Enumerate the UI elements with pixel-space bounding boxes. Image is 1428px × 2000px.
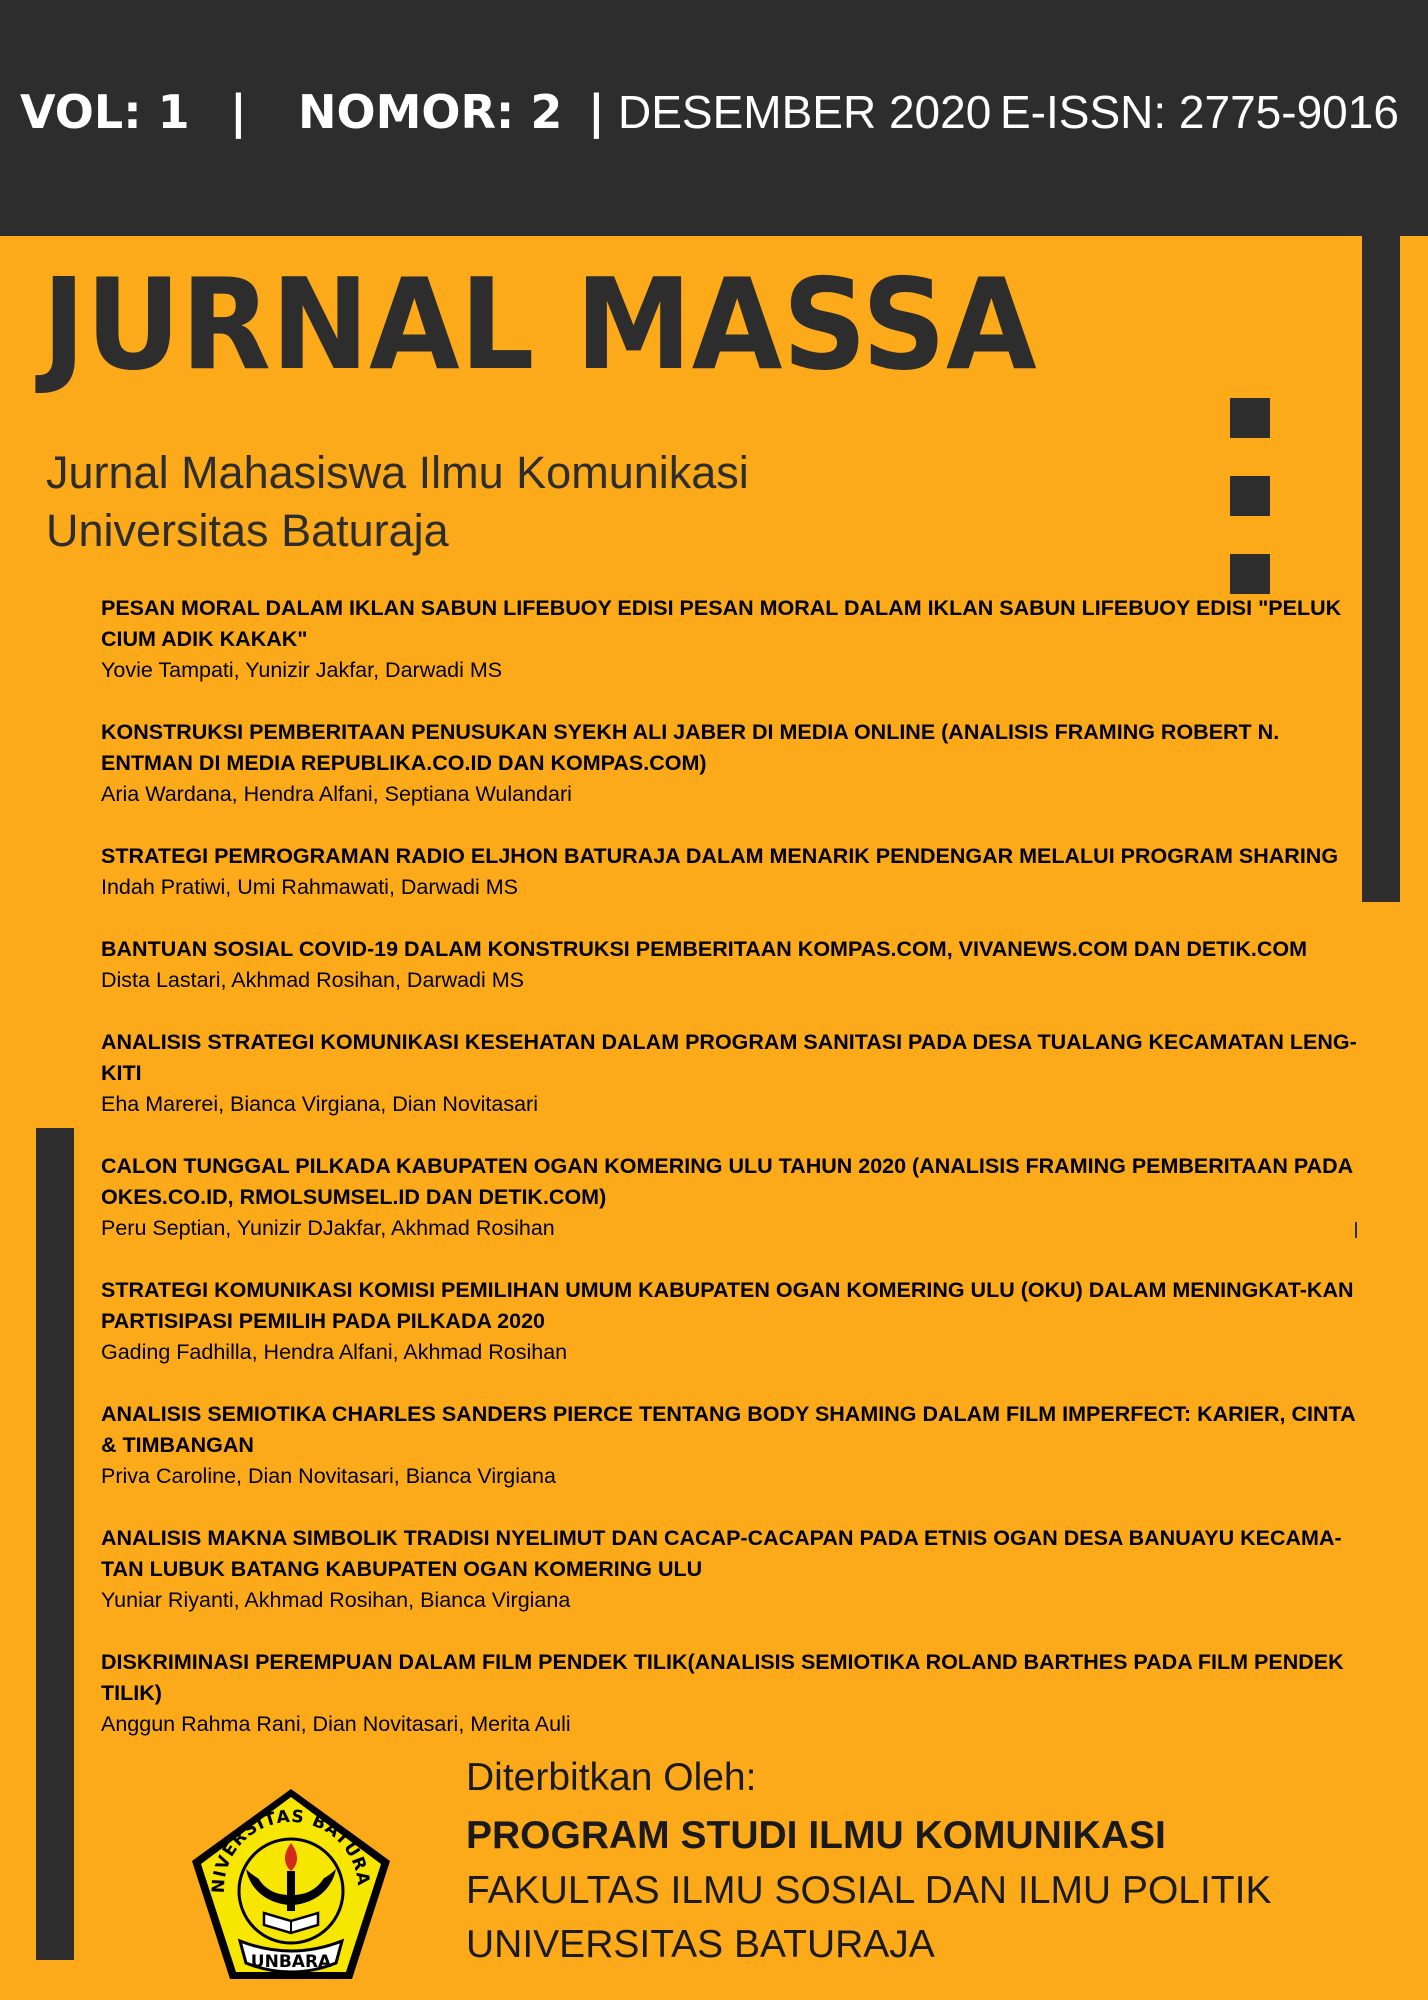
article-authors: Peru Septian, Yunizir DJakfar, Akhmad Rosihan bbox=[101, 1216, 555, 1240]
article-authors: Dista Lastari, Akhmad Rosihan, Darwadi MS bbox=[101, 968, 525, 992]
university-logo bbox=[186, 1785, 396, 1990]
subtitle-line: Universitas Baturaja bbox=[46, 505, 449, 556]
article-authors: Aria Wardana, Hendra Alfani, Septiana Wulandari bbox=[101, 782, 572, 806]
article-entry bbox=[101, 1647, 1369, 1740]
article-authors: Eha Marerei, Bianca Virgiana, Dian Novitasari bbox=[101, 1092, 538, 1116]
article-authors: Indah Pratiwi, Umi Rahmawati, Darwadi MS bbox=[101, 875, 518, 899]
journal-subtitle bbox=[46, 444, 749, 560]
article-title: KONSTRUKSI PEMBERITAAN PENUSUKAN SYEKH ALI JABER DI MEDIA ONLINE (ANALISIS FRAMING ROBERT N. ENTMAN DI MEDIA REPUBLIKA.CO.ID DAN KOMPAS.COM) bbox=[101, 720, 1280, 775]
article-title: STRATEGI KOMUNIKASI KOMISI PEMILIHAN UMUM KABUPATEN OGAN KOMERING ULU (OKU) DALAM MENINGKAT-KAN PARTISIPASI PEMILIH PADA PILKADA 2020 bbox=[101, 1278, 1354, 1333]
article-title: BANTUAN SOSIAL COVID-19 DALAM KONSTRUKSI PEMBERITAAN KOMPAS.COM, VIVANEWS.COM DAN DETIK.COM bbox=[101, 937, 1308, 961]
article-entry bbox=[101, 1027, 1369, 1120]
decorative-square bbox=[1230, 554, 1270, 594]
article-authors: Anggun Rahma Rani, Dian Novitasari, Merita Auli bbox=[101, 1712, 571, 1736]
header-separator: | bbox=[230, 85, 247, 139]
article-entry bbox=[101, 717, 1369, 810]
article-title: DISKRIMINASI PEREMPUAN DALAM FILM PENDEK TILIK(ANALISIS SEMIOTIKA ROLAND BARTHES PADA FILM PENDEK TILIK) bbox=[101, 1650, 1344, 1705]
article-entry bbox=[101, 1399, 1369, 1492]
article-entry bbox=[101, 1151, 1369, 1244]
seal-banner-text: UNBARA bbox=[250, 1952, 332, 1972]
article-authors: Priva Caroline, Dian Novitasari, Bianca Virgiana bbox=[101, 1464, 556, 1488]
decorative-square bbox=[1230, 398, 1270, 438]
faculty-name: FAKULTAS ILMU SOSIAL DAN ILMU POLITIK bbox=[466, 1869, 1272, 1912]
university-seal-icon bbox=[186, 1785, 396, 1990]
journal-title: JURNAL MASSA bbox=[42, 251, 1037, 398]
header-separator: | bbox=[588, 85, 605, 139]
article-authors: Yovie Tampati, Yunizir Jakfar, Darwadi MS bbox=[101, 658, 503, 682]
table-of-contents bbox=[101, 593, 1369, 1771]
seal-arc-text: NIVERSITAS BATURA bbox=[208, 1806, 374, 1894]
article-entry bbox=[101, 1275, 1369, 1368]
university-name: UNIVERSITAS BATURAJA bbox=[466, 1923, 935, 1966]
left-decorative-bar bbox=[36, 1128, 74, 1960]
article-title: ANALISIS SEMIOTIKA CHARLES SANDERS PIERCE TENTANG BODY SHAMING DALAM FILM IMPERFECT: KARIER, CINTA & TIMBANGAN bbox=[101, 1402, 1355, 1457]
article-entry bbox=[101, 593, 1369, 686]
program-name: PROGRAM STUDI ILMU KOMUNIKASI bbox=[466, 1814, 1166, 1857]
issue-date: DESEMBER 2020 bbox=[618, 86, 992, 138]
article-authors: Yuniar Riyanti, Akhmad Rosihan, Bianca Virgiana bbox=[101, 1588, 571, 1612]
volume-label: VOL: 1 bbox=[20, 85, 190, 139]
issue-header-bar bbox=[0, 0, 1428, 236]
article-title: ANALISIS STRATEGI KOMUNIKASI KESEHATAN DALAM PROGRAM SANITASI PADA DESA TUALANG KECAMATAN LENG-KITI bbox=[101, 1030, 1357, 1085]
article-entry bbox=[101, 1523, 1369, 1616]
article-entry bbox=[101, 934, 1369, 996]
article-title: STRATEGI PEMROGRAMAN RADIO ELJHON BATURAJA DALAM MENARIK PENDENGAR MELALUI PROGRAM SHARING bbox=[101, 844, 1339, 868]
subtitle-line: Jurnal Mahasiswa Ilmu Komunikasi bbox=[46, 447, 749, 498]
decorative-square bbox=[1230, 476, 1270, 516]
issn-label: E-ISSN: 2775-9016 bbox=[1000, 86, 1399, 138]
article-title: CALON TUNGGAL PILKADA KABUPATEN OGAN KOMERING ULU TAHUN 2020 (ANALISIS FRAMING PEMBERITAAN PADA OKES.CO.ID, RMOLSUMSEL.ID DAN DETIK.COM) bbox=[101, 1154, 1353, 1209]
number-label: NOMOR: 2 bbox=[298, 85, 563, 139]
article-authors: Gading Fadhilla, Hendra Alfani, Akhmad Rosihan bbox=[101, 1340, 568, 1364]
article-title: ANALISIS MAKNA SIMBOLIK TRADISI NYELIMUT DAN CACAP-CACAPAN PADA ETNIS OGAN DESA BANUAYU KECAMA-TAN LUBUK BATANG KABUPATEN OGAN KOMERING ULU bbox=[101, 1526, 1342, 1581]
article-entry bbox=[101, 841, 1369, 903]
article-title: PESAN MORAL DALAM IKLAN SABUN LIFEBUOY EDISI PESAN MORAL DALAM IKLAN SABUN LIFEBUOY EDISI "PELUK CIUM ADIK KAKAK" bbox=[101, 596, 1342, 651]
published-by-label: Diterbitkan Oleh: bbox=[466, 1756, 757, 1799]
publisher-block bbox=[466, 1750, 1271, 1972]
